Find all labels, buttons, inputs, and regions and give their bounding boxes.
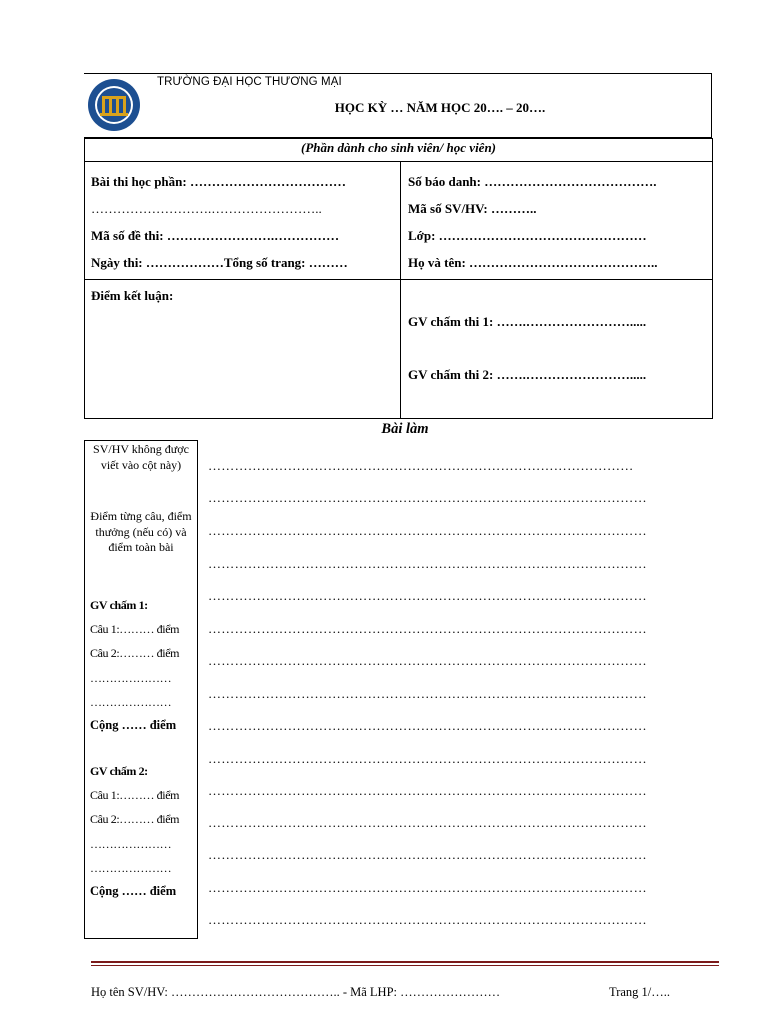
student-id-field[interactable]: Mã số SV/HV: ……….. (408, 201, 537, 216)
grader1-q2[interactable]: Câu 2:……… điểm (90, 646, 180, 660)
answer-line[interactable]: ……………………………………………………………………………………… (208, 621, 647, 636)
answer-line[interactable]: ……………………………………………………………………………………… (208, 588, 647, 603)
school-name: TRƯỜNG ĐẠI HỌC THƯƠNG MẠI (157, 76, 342, 88)
full-name-field[interactable]: Họ và tên: …………………………………….. (408, 255, 658, 270)
grader1-field[interactable]: GV chấm thi 1: …….……………………..... (408, 314, 647, 329)
candidate-number-field[interactable]: Số báo danh: …………………………………. (408, 174, 657, 189)
answer-line[interactable]: ……………………………………………………………………………………… (208, 523, 647, 538)
grader1-q1[interactable]: Câu 1:……… điểm (90, 622, 180, 636)
grader2-q2[interactable]: Câu 2:……… điểm (90, 812, 180, 826)
answer-line[interactable]: ……………………………………………………………………………………… (208, 815, 647, 830)
answer-line[interactable]: ……………………………………………………………………………………… (208, 880, 647, 895)
answer-line[interactable]: ……………………………………………………………………………………… (208, 686, 647, 701)
answer-line[interactable]: ……………………………………………………………………………………… (208, 847, 647, 862)
grader2-q1[interactable]: Câu 1:……… điểm (90, 788, 180, 802)
info-caption: (Phần dành cho sinh viên/ học viên) (300, 140, 497, 155)
page-number: Trang 1/….. (609, 985, 671, 999)
answer-line[interactable]: ……………………………………………………………………………………… (208, 718, 647, 733)
grader1-label: GV chấm 1: (90, 598, 148, 612)
grader1-total[interactable]: Cộng …… điểm (90, 718, 177, 732)
class-field[interactable]: Lớp: ………………………………………… (408, 228, 647, 243)
exam-subject-cont-field[interactable]: ……………………….…………………….. (91, 201, 322, 216)
footer-rule (91, 965, 719, 966)
grader2-label: GV chấm 2: (90, 764, 148, 778)
divider (84, 279, 713, 280)
school-logo (87, 78, 141, 132)
term-title: HỌC KỲ … NĂM HỌC 20…. – 20…. (334, 100, 546, 115)
grader2-blank-1[interactable]: ………………… (90, 837, 172, 851)
final-score-label: Điểm kết luận: (91, 288, 174, 303)
divider (400, 161, 401, 419)
answer-line[interactable]: ……………………………………………………………………………………… (208, 912, 647, 927)
answer-line[interactable]: ……………………………………………………………………………………… (208, 751, 647, 766)
answer-line[interactable]: ……………………………………………………………………………………… (208, 556, 647, 571)
grader2-total[interactable]: Cộng …… điểm (90, 884, 177, 898)
grader1-blank-2[interactable]: ………………… (90, 695, 172, 709)
answer-line[interactable]: ……………………………………………………………………………………… (208, 783, 647, 798)
grader2-blank-2[interactable]: ………………… (90, 861, 172, 875)
grader2-field[interactable]: GV chấm thi 2: …….……………………..... (408, 367, 647, 382)
answer-line[interactable]: ……………………………………………………………………………………… (208, 490, 647, 505)
footer-rule (91, 961, 719, 963)
answer-line[interactable]: ……………………………………………………………………………………… (208, 653, 647, 668)
divider (84, 161, 713, 162)
answer-line[interactable]: …………………………………………………………………………………… (208, 458, 634, 473)
footer-student-info[interactable]: Họ tên SV/HV: ………………………………….. - Mã LHP: …………………… (91, 985, 501, 999)
column-note-2: Điểm từng câu, điểm thưởng (nếu có) và điểm toàn bài (90, 509, 192, 554)
exam-subject-field[interactable]: Bài thi học phần: ……………………………… (91, 174, 346, 189)
answer-title: Bài làm (381, 421, 429, 437)
exam-code-field[interactable]: Mã số đề thi: …………………….…………… (91, 228, 340, 243)
column-note-1: SV/HV không được viết vào cột này) (93, 442, 189, 472)
grader1-blank-1[interactable]: ………………… (90, 671, 172, 685)
exam-date-field[interactable]: Ngày thi: ………………Tổng số trang: ……… (91, 255, 348, 270)
